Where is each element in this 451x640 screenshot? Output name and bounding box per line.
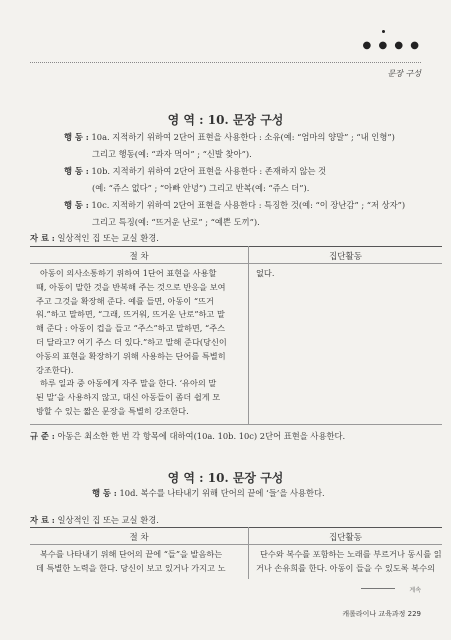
procedure-line: 더 달라고? 여기 주스 더 있다.”하고 말해 준다(당신이 (36, 336, 227, 347)
header-dots: ● ● ● ● (362, 40, 421, 51)
behavior-10a-line1: 행 동 : 10a. 지적하기 위하여 2단어 표현을 사용한다 : 소유(예: “엄마의 양말” ; “내 인형”) (64, 132, 395, 142)
table1-top-rule (30, 246, 442, 247)
group-line: 단수와 복수를 포함하는 노래를 부르거나 동시를 읽 (260, 549, 442, 559)
behavior-10d-line: 행 동 : 10d. 복수를 나타내기 위해 단어의 끝에 ‘들’을 사용한다. (92, 488, 325, 498)
table1-group-cell: 없다. (256, 268, 275, 278)
table2-group-cell (256, 548, 442, 576)
procedure-line: 된 말’을 사용하지 않고, 대신 아동들이 좀더 쉽게 모 (36, 392, 221, 403)
procedure-line: 강조한다). (36, 364, 74, 375)
behavior-10b-line1: 행 동 : 10b. 지적하기 위하여 2단어 표현을 사용한다 : 존재하지 않는 것 (64, 166, 327, 176)
material-line: 자 료 : 일상적인 집 또는 교실 환경. (30, 233, 159, 243)
block2-title: 영 역 : 10. 문장 구성 (167, 471, 284, 485)
behavior-10c-line2: 그리고 특징(예: “뜨거운 난로” ; “예쁜 도끼”). (92, 217, 260, 227)
table1-header-procedure: 절 차 (129, 252, 149, 262)
procedure-line: 복수를 나타내기 위해 단어의 끝에 “들”을 발음하는 (40, 549, 223, 559)
criterion-line: 규 준 : 아동은 최소한 한 번 각 항목에 대하여(10a. 10b. 10c) 2단어 표현을 사용한다. (30, 431, 346, 441)
behavior-label: 행 동 : (64, 166, 89, 176)
table1-divider (248, 246, 249, 424)
page-footer: 캐롤라이나 교육과정 229 (342, 610, 421, 618)
group-line: 거나 손유희를 한다. 아동이 들을 수 있도록 복수의 (256, 562, 436, 573)
behavior-10c-line1: 행 동 : 10c. 지적하기 위하여 2단어 표현을 사용한다 : 특징한 것(예: “이 장난감” ; “저 상자”) (64, 200, 406, 210)
block1-title: 영 역 : 10. 문장 구성 (167, 113, 284, 127)
behavior-label: 행 동 : (64, 132, 89, 142)
procedure-line: 때, 아동이 말한 것을 반복해 주는 것으로 반응을 보여 (36, 281, 226, 292)
top-dot (382, 30, 385, 33)
table1-header-group: 집단활동 (329, 252, 362, 262)
continued-rule (361, 588, 395, 589)
behavior-10a-line2: 그리고 행동(예: “과자 먹어” ; “신발 찾아”). (92, 149, 252, 159)
table2-procedure-cell (36, 548, 244, 576)
behavior-label: 행 동 : (64, 200, 89, 210)
material-line-2: 자 료 : 일상적인 집 또는 교실 환경. (30, 515, 159, 525)
table2-header-procedure: 절 차 (129, 533, 149, 543)
table1-header-rule (30, 263, 442, 264)
section-label: 문장 구성 (387, 69, 421, 78)
table2-top-rule (30, 527, 442, 528)
procedure-line: 아동이 의사소통하기 위하여 1단어 표현을 사용할 (40, 268, 217, 278)
procedure-line: 주고 그것을 확장해 준다. 예를 들면, 아동이 “뜨거 (36, 295, 214, 306)
procedure-line: 워.”하고 말하면, “그래, 뜨거워, 뜨거운 난로”하고 말 (36, 309, 225, 320)
header-rule (30, 62, 421, 63)
behavior-10b-line2: (예: “쥬스 없다” ; “아빠 안녕”) 그리고 반복(예: “쥬스 더”). (92, 183, 310, 193)
continued-label: 계속 (409, 587, 421, 594)
table2-header-group: 집단활동 (329, 533, 362, 543)
table2-divider (248, 527, 249, 579)
procedure-line: 데 특별한 노력을 한다. 당신이 보고 있거나 가지고 노 (36, 562, 226, 573)
behavior-label: 행 동 : (92, 488, 117, 498)
procedure-line: 해 준다 : 아동이 컵을 들고 “주스”하고 말하면, “주스 (36, 323, 226, 334)
table1-bottom-rule (30, 424, 442, 425)
procedure-line: 하루 일과 중 아동에게 자주 말을 한다. ‘유아의 말 (40, 378, 217, 389)
procedure-line: 방할 수 있는 짧은 문장을 특별히 강조한다. (36, 405, 189, 416)
procedure-line: 아동의 표현을 확장하기 위해 사용하는 단어를 특별히 (36, 350, 226, 361)
table1-procedure-cell (36, 267, 244, 419)
table2-header-rule (30, 544, 442, 545)
